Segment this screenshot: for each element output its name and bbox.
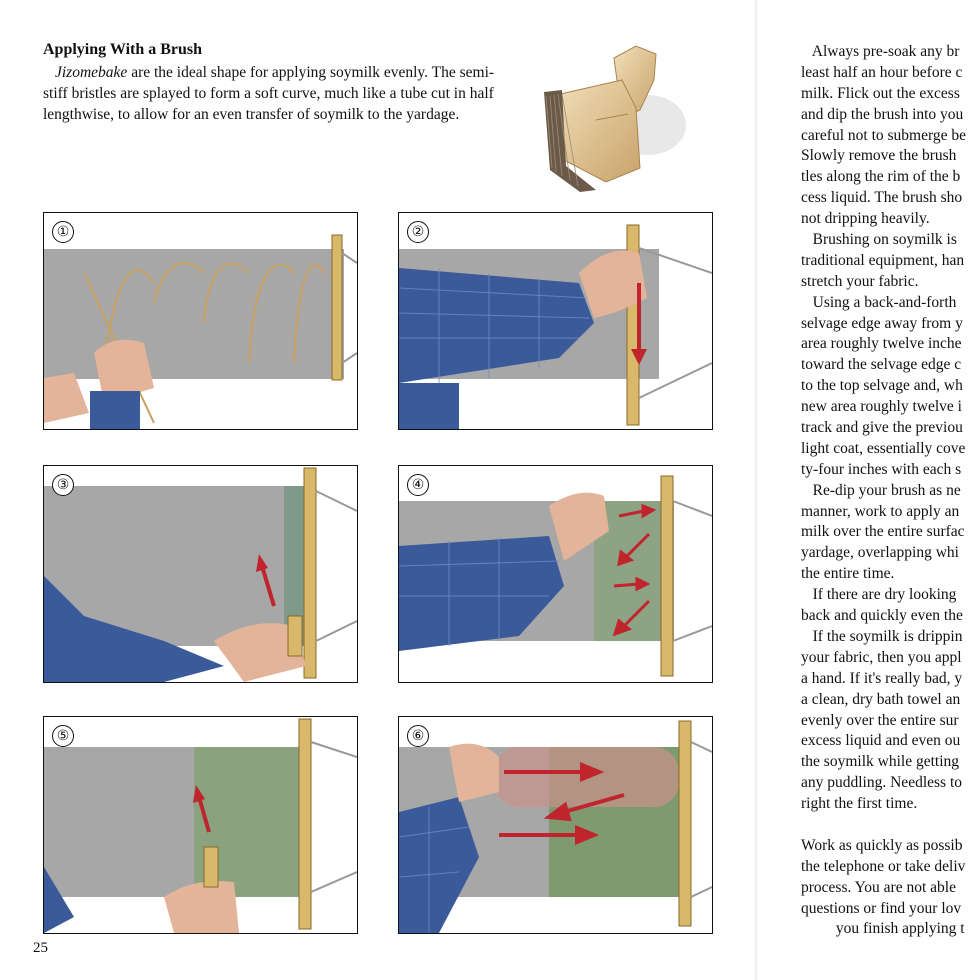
text-line: the telephone or take deliv xyxy=(801,857,966,875)
text-line: Work as quickly as possib xyxy=(801,836,963,854)
text-line xyxy=(801,815,980,836)
step-4-photo xyxy=(398,465,713,683)
step-number: ② xyxy=(407,221,429,243)
text-line: evenly over the entire sur xyxy=(801,711,959,729)
step-number: ⑤ xyxy=(52,725,74,747)
right-page-text xyxy=(801,42,980,940)
text-line: selvage edge away from y xyxy=(801,314,963,332)
text-line: Always pre-soak any br xyxy=(801,43,960,60)
text-line: track and give the previou xyxy=(801,419,963,437)
text-line: a clean, dry bath towel an xyxy=(801,690,961,708)
text-line: ty-four inches with each s xyxy=(801,460,962,478)
text-line: you finish applying t xyxy=(801,920,965,938)
intro-text: are the ideal shape for applying soymilk evenly. The semi-stiff bristles are splayed to form a soft curve, much like a tube cut in half lengthwise, to allow for an even transfer of soymilk to the yardage. xyxy=(43,64,495,123)
text-line: tles along the rim of the b xyxy=(801,168,961,186)
text-line: cess liquid. The brush sho xyxy=(801,189,963,207)
text-line: excess liquid and even ou xyxy=(801,732,961,750)
step-6-photo xyxy=(398,716,713,934)
step-3-photo xyxy=(43,465,358,683)
text-line: Brushing on soymilk is xyxy=(801,231,957,249)
text-line: and dip the brush into you xyxy=(801,105,964,123)
intro-term: Jizomebake xyxy=(55,64,128,81)
text-line: Using a back-and-forth xyxy=(801,293,957,311)
text-line: to the top selvage and, wh xyxy=(801,377,963,395)
right-page xyxy=(759,0,980,980)
text-line: the entire time. xyxy=(801,565,895,583)
page-number: 25 xyxy=(33,940,48,956)
text-line: questions or find your lov xyxy=(801,899,962,917)
text-line: manner, work to apply an xyxy=(801,502,960,520)
text-line: new area roughly twelve i xyxy=(801,398,962,416)
step-number: ④ xyxy=(407,474,429,496)
text-line: careful not to submerge be xyxy=(801,126,966,144)
text-line: If the soymilk is drippin xyxy=(801,627,963,645)
text-line: the soymilk while getting xyxy=(801,753,959,771)
text-line: milk over the entire surfac xyxy=(801,523,965,541)
text-line: If there are dry looking xyxy=(801,586,957,604)
section-heading: Applying With a Brush xyxy=(43,41,203,58)
text-line: light coat, essentially cove xyxy=(801,439,966,457)
step-number: ③ xyxy=(52,474,74,496)
text-line: yardage, overlapping whi xyxy=(801,544,959,562)
intro-paragraph xyxy=(43,62,513,125)
text-line: least half an hour before c xyxy=(801,63,963,81)
text-line: Slowly remove the brush xyxy=(801,147,957,165)
text-line: your fabric, then you appl xyxy=(801,648,962,666)
step-1-photo xyxy=(43,212,358,430)
jizomebake-brush-illustration xyxy=(536,40,686,195)
text-line: area roughly twelve inche xyxy=(801,335,962,353)
step-number: ① xyxy=(52,221,74,243)
text-line: stretch your fabric. xyxy=(801,272,919,290)
text-line: a hand. If it's really bad, y xyxy=(801,669,963,687)
step-number: ⑥ xyxy=(407,725,429,747)
text-line: toward the selvage edge c xyxy=(801,356,962,374)
step-5-photo xyxy=(43,716,358,934)
text-line: not dripping heavily. xyxy=(801,210,930,228)
text-line: right the first time. xyxy=(801,795,918,813)
step-2-photo xyxy=(398,212,713,430)
text-line: Re-dip your brush as ne xyxy=(801,481,961,499)
text-line: milk. Flick out the excess xyxy=(801,84,960,102)
text-line: traditional equipment, han xyxy=(801,251,965,269)
text-line: back and quickly even the xyxy=(801,607,963,625)
text-line: process. You are not able xyxy=(801,878,956,896)
text-line: any puddling. Needless to xyxy=(801,774,963,792)
